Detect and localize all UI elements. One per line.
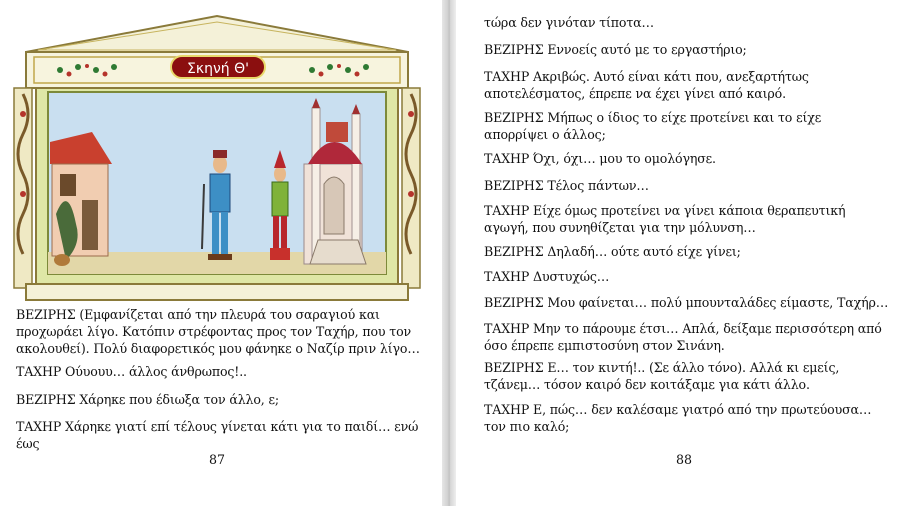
paragraph: ΒΕΖΙΡΗΣ (Εμφανίζεται από την πλευρά του σαραγιού και προχωράει λίγο. Κατόπιν στρέφοντας προς τον Ταχήρ, που τον ακολουθεί). Πολύ διαφορετικός μου φάνηκε ο Ναζίρ πριν λίγο…	[16, 307, 420, 356]
paragraph: ΒΕΖΙΡΗΣ Τέλος πάντων…	[484, 178, 649, 193]
paragraph: ΒΕΖΙΡΗΣ Δηλαδή… ούτε αυτό είχε γίνει;	[484, 244, 741, 259]
paragraph: ΤΑΧΗΡ Είχε όμως προτείνει να γίνει κάποια θεραπευτική αγωγή, που συνηθίζεται για την μόλυνση…	[484, 203, 846, 235]
page-number: 88	[676, 452, 693, 467]
paragraph: ΤΑΧΗΡ Ε, πώς… δεν καλέσαμε γιατρό από την πρωτεύουσα… τον πιο καλό;	[484, 402, 872, 434]
paragraph: ΤΑΧΗΡ Δυστυχώς…	[484, 269, 610, 284]
paragraph: ΤΑΧΗΡ Ούυουυ… άλλος άνθρωπος!..	[16, 364, 247, 379]
scene-title-badge: Σκηνή Θ'	[170, 55, 266, 79]
paragraph: ΒΕΖΙΡΗΣ Εννοείς αυτό με το εργαστήριο;	[484, 42, 747, 57]
page-gutter	[442, 0, 456, 506]
paragraph: ΒΕΖΙΡΗΣ Μου φαίνεται… πολύ μπουνταλάδες είμαστε, Ταχήρ…	[484, 295, 889, 310]
page-number: 87	[209, 452, 226, 467]
paragraph: ΒΕΖΙΡΗΣ Χάρηκε που έδιωξα τον άλλο, ε;	[16, 392, 279, 407]
paragraph: ΤΑΧΗΡ Μην το πάρουμε έτσι… Απλά, δείξαμε περισσότερη από όσο έπρεπε εμπιστοσύνη στον Σινάνη.	[484, 321, 882, 353]
paragraph: ΒΕΖΙΡΗΣ Μήπως ο ίδιος το είχε προτείνει και το είχε απορρίψει ο άλλος;	[484, 110, 822, 142]
paragraph: ΤΑΧΗΡ Χάρηκε γιατί επί τέλους γίνεται κάτι για το παιδί… ενώ έως	[16, 419, 419, 451]
paragraph: ΤΑΧΗΡ Όχι, όχι… μου το ομολόγησε.	[484, 151, 716, 166]
paragraph: ΒΕΖΙΡΗΣ Ε… τον κιντή!.. (Σε άλλο τόνο). Αλλά κι εμείς, τζάνεμ… τόσον καιρό δεν κοιτάξαμε για κάτι άλλο.	[484, 360, 840, 392]
paragraph: ΤΑΧΗΡ Ακριβώς. Αυτό είναι κάτι που, ανεξαρτήτως αποτελέσματος, έπρεπε να έχει γίνει από καιρό.	[484, 69, 809, 101]
left-page	[0, 0, 442, 506]
paragraph: τώρα δεν γινόταν τίποτα…	[484, 15, 654, 30]
